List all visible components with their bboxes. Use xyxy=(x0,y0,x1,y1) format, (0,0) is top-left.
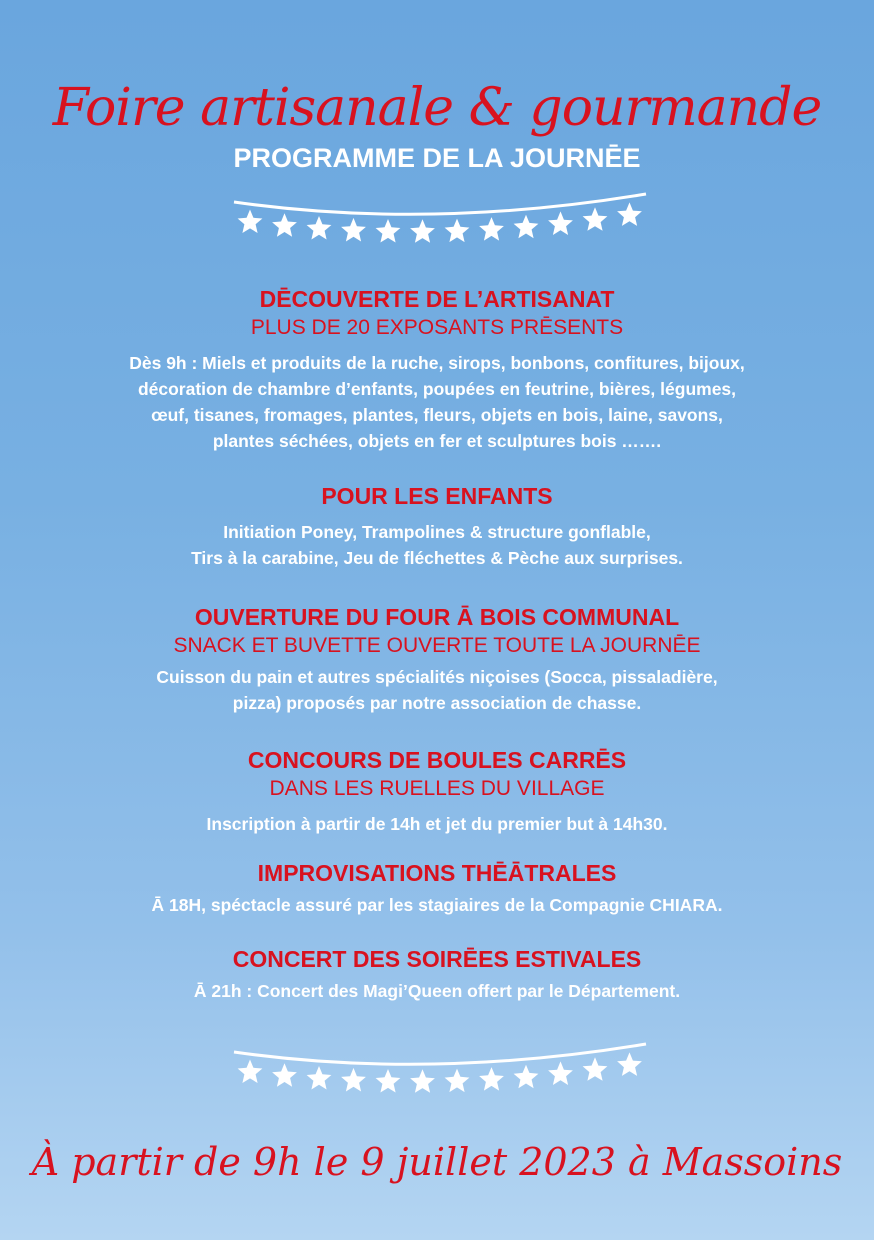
star-icon xyxy=(410,219,435,243)
star-icon xyxy=(307,216,332,240)
section-heading: OUVERTURE DU FOUR Ā BOIS COMMUNAL xyxy=(194,604,680,630)
star-icon xyxy=(376,219,401,243)
garland-string xyxy=(234,194,646,214)
section-boules xyxy=(40,745,834,837)
star-garland-icon xyxy=(230,190,650,250)
star-icon xyxy=(583,207,608,231)
section-line: Initiation Poney, Trampolines & structure gonflable, xyxy=(223,522,651,542)
section-subheading: SNACK ET BUVETTE OUVERTE TOUTE LA JOURNĒE xyxy=(173,634,701,657)
section-line: Cuisson du pain et autres spécialités niçoises (Socca, pissaladière, xyxy=(156,667,718,687)
section-concert xyxy=(40,944,834,1004)
garland-string xyxy=(234,1044,646,1064)
section-subheading: DANS LES RUELLES DU VILLAGE xyxy=(269,777,605,800)
star-icon xyxy=(410,1069,435,1093)
section-line: Ā 18H, spéctacle assuré par les stagiaires de la Compagnie CHIARA. xyxy=(151,895,723,915)
section-four xyxy=(40,602,834,716)
star-icon xyxy=(514,215,539,239)
section-heading: POUR LES ENFANTS xyxy=(321,483,553,509)
star-icon xyxy=(479,217,504,241)
star-icon xyxy=(341,1068,366,1092)
section-subheading: PLUS DE 20 EXPOSANTS PRĒSENTS xyxy=(250,316,624,339)
star-icon xyxy=(548,1061,573,1085)
section-theatre xyxy=(40,858,834,918)
section-heading: CONCOURS DE BOULES CARRĒS xyxy=(247,747,627,773)
section-artisanat xyxy=(40,284,834,454)
star-icon xyxy=(238,1060,263,1084)
section-line: œuf, tisanes, fromages, plantes, fleurs, objets en bois, laine, savons, xyxy=(151,405,723,425)
section-heading: IMPROVISATIONS THĒĀTRALES xyxy=(257,860,617,886)
section-enfants xyxy=(40,481,834,571)
event-date-location: À partir de 9h le 9 juillet 2023 à Massoins xyxy=(31,1140,843,1184)
program-subtitle: PROGRAMME DE LA JOURNĒE xyxy=(233,143,641,173)
section-line: décoration de chambre d’enfants, poupées en feutrine, bières, légumes, xyxy=(137,379,737,399)
section-line: Dès 9h : Miels et produits de la ruche, sirops, bonbons, confitures, bijoux, xyxy=(129,353,745,373)
section-heading: DĒCOUVERTE DE L’ARTISANAT xyxy=(259,286,615,312)
star-icon xyxy=(307,1066,332,1090)
star-icon xyxy=(617,1052,642,1076)
star-icon xyxy=(479,1067,504,1091)
section-line: Tirs à la carabine, Jeu de fléchettes & Pèche aux surprises. xyxy=(191,548,683,568)
star-icon xyxy=(583,1057,608,1081)
star-icon xyxy=(376,1069,401,1093)
section-line: plantes séchées, objets en fer et sculptures bois ……. xyxy=(212,431,662,451)
section-heading: CONCERT DES SOIRĒES ESTIVALES xyxy=(232,946,642,972)
event-title: Foire artisanale & gourmande xyxy=(52,78,822,138)
star-icon xyxy=(617,202,642,226)
star-garland-icon xyxy=(230,1040,650,1100)
star-icon xyxy=(514,1065,539,1089)
star-icon xyxy=(238,210,263,234)
section-line: Inscription à partir de 14h et jet du premier but à 14h30. xyxy=(206,814,668,834)
star-icon xyxy=(445,219,470,243)
star-icon xyxy=(341,218,366,242)
star-icon xyxy=(548,211,573,235)
star-icon xyxy=(272,1063,297,1087)
section-line: Ā 21h : Concert des Magi’Queen offert par le Département. xyxy=(193,981,681,1001)
star-icon xyxy=(272,213,297,237)
section-line: pizza) proposés par notre association de chasse. xyxy=(232,693,642,713)
star-icon xyxy=(445,1069,470,1093)
